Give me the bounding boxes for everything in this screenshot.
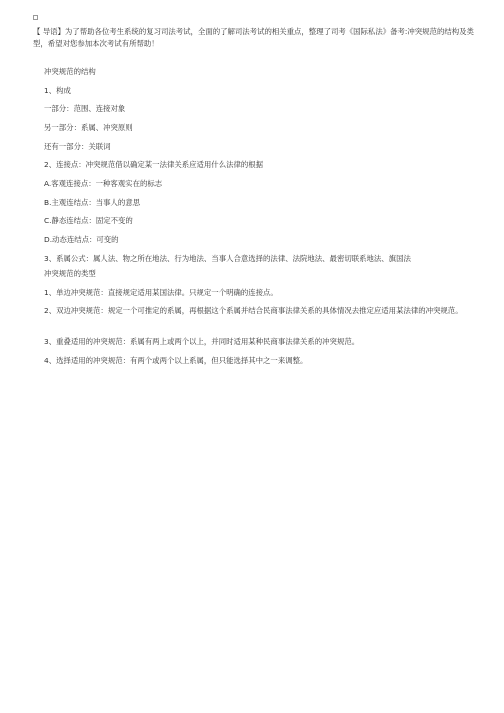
list-item: 1、单边冲突规范：直接规定适用某国法律。只规定一个明确的连接点。 xyxy=(44,288,278,297)
intro-paragraph: 【 导语】为了帮助各位考生系统的复习司法考试，全面的了解司法考试的相关重点，整理了司考《国际私法》备考:冲突规范的结构及类型，希望对您参加本次考试有所帮助！ xyxy=(33,27,474,48)
list-item: 3、系属公式：属人法、物之所在地法、行为地法、当事人合意选择的法律、法院地法、最密切联系地法、旗国法 xyxy=(44,254,411,263)
list-item: 4、选择适用的冲突规范：有两个或两个以上系属，但只能选择其中之一来调整。 xyxy=(44,356,308,365)
list-item: D.动态连结点：可变的 xyxy=(44,235,119,244)
list-item: C.静态连结点：固定不变的 xyxy=(44,216,133,225)
page-corner-mark xyxy=(33,15,38,20)
list-item: A.客观连接点：一种客观实在的标志 xyxy=(44,179,163,188)
list-item: 2、连接点：冲突规范借以确定某一法律关系应适用什么法律的根据 xyxy=(44,160,264,169)
list-item: 1、构成 xyxy=(44,86,71,95)
list-item: 3、重叠适用的冲突规范：系属有两上或两个以上，并同时适用某种民商事法律关系的冲突规范。 xyxy=(44,337,360,346)
list-item: 还有一部分：关联词 xyxy=(44,142,111,151)
section-heading-structure: 冲突规范的结构 xyxy=(44,67,96,76)
list-item: 2、双边冲突规范：规定一个可推定的系属，再根据这个系属并结合民商事法律关系的具体情况去推定应适用某法律的冲突规范。 xyxy=(44,306,463,315)
list-item: 另一部分：系属、冲突原则 xyxy=(44,123,133,132)
list-item: B.主观连结点：当事人的意思 xyxy=(44,198,141,207)
section-heading-types: 冲突规范的类型 xyxy=(44,269,96,278)
list-item: 一部分：范围、连接对象 xyxy=(44,104,126,113)
